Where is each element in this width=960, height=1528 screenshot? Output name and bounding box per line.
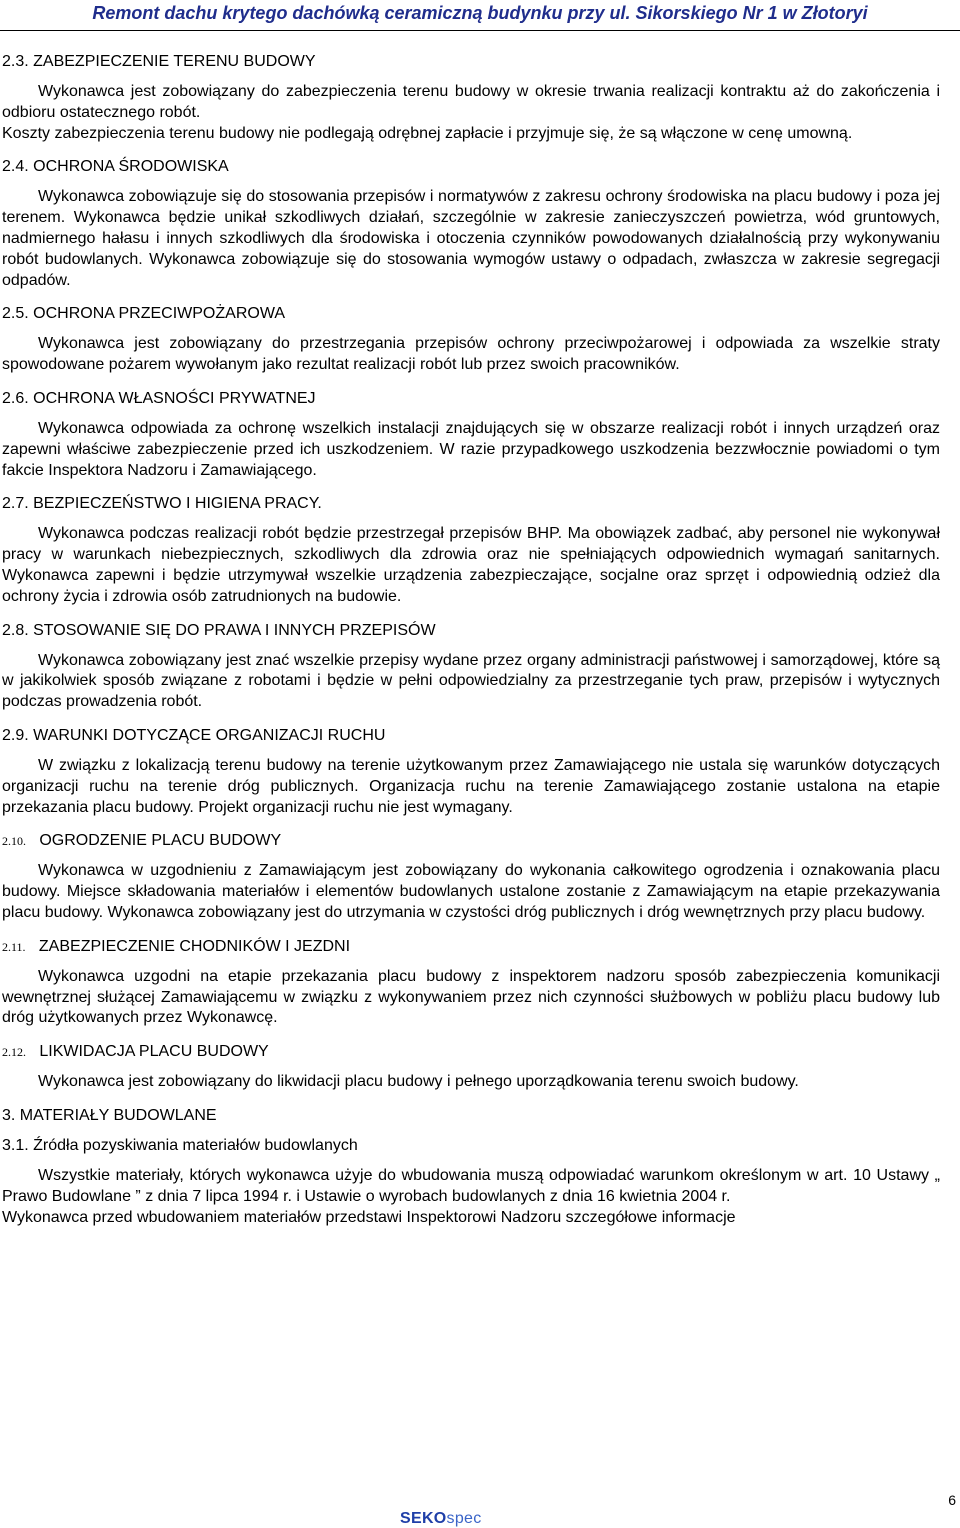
company-logo	[400, 1510, 482, 1528]
page-number: 6	[948, 1492, 956, 1508]
section-2-9	[2, 726, 940, 818]
section-heading: 2.5. OCHRONA PRZECIWPOŻAROWA	[2, 305, 285, 323]
section-heading: 2.3. ZABEZPIECZENIE TERENU BUDOWY	[2, 53, 316, 70]
paragraph: W związku z lokalizacją terenu budowy na terenie użytkowanym przez Zamawiającego nie ustala się warunków dotyczących organizacji ruchu na terenie dróg publicznych. Organizacja ruchu na terenie Zamawiającego zostanie ustalona na etapie przekazania placu budowy. Projekt organizacji ruchu nie jest wymagany.	[2, 756, 940, 816]
paragraph: Wykonawca zobowiązany jest znać wszelkie przepisy wydane przez organy administracji państwowej i samorządowej, które są w jakikolwiek sposób związane z robotami i będzie w pełni odpowiedzialny za przestrzeganie tych praw, przepisów i wytycznych podczas prowadzenia robót.	[2, 651, 940, 711]
section-2-4	[2, 157, 940, 291]
paragraph: Wykonawca odpowiada za ochronę wszelkich instalacji znajdujących się w obszarze realizacji robót i innych urządzeń oraz zapewni właściwe zabezpieczenie przed ich uszkodzeniem. W razie przypadkowego uszkodzenia bezzwłocznie powiadomi o tym fakcie Inspektora Nadzoru i Zamawiającego.	[2, 419, 940, 479]
paragraph: Wykonawca w uzgodnieniu z Zamawiającym jest zobowiązany do wykonania całkowitego ogrodzenia i oznakowania placu budowy. Miejsce składowania materiałów i elementów budowlanych ustalone zostanie z Zamawiającym na etapie przekazywania placu budowy. Wykonawca zobowiązany jest do utrzymania w czystości dróg publicznych i dróg wewnętrznych przy placu budowy.	[2, 862, 940, 921]
paragraph: Koszty zabezpieczenia terenu budowy nie podlegają odrębnej zapłacie i przyjmuje się, że są włączone w cenę umowną.	[2, 124, 853, 142]
section-heading: 2.7. BEZPIECZEŃSTWO I HIGIENA PRACY.	[2, 495, 322, 513]
section-heading	[2, 1042, 940, 1062]
section-heading: 3.1. Źródła pozyskiwania materiałów budowlanych	[2, 1136, 358, 1154]
section-3-1	[2, 1136, 940, 1228]
section-heading: 3. MATERIAŁY BUDOWLANE	[2, 1106, 217, 1124]
section-title: OGRODZENIE PLACU BUDOWY	[39, 832, 282, 850]
section-heading	[2, 831, 940, 851]
section-2-7	[2, 494, 940, 607]
section-3	[2, 1106, 940, 1126]
section-heading	[2, 937, 940, 957]
section-2-8	[2, 621, 940, 713]
document-body	[2, 52, 940, 1228]
section-title: LIKWIDACJA PLACU BUDOWY	[39, 1043, 269, 1061]
logo-text-light: spec	[446, 1510, 482, 1527]
section-2-12	[2, 1042, 940, 1093]
section-number: 2.11.	[2, 939, 26, 954]
section-heading: 2.4. OCHRONA ŚRODOWISKA	[2, 158, 229, 176]
paragraph: Wykonawca jest zobowiązany do likwidacji placu budowy i pełnego uporządkowania terenu swoich budowy.	[38, 1073, 799, 1091]
logo-text-bold: SEKO	[400, 1510, 447, 1527]
running-header	[0, 0, 960, 31]
paragraph: Wszystkie materiały, których wykonawca użyje do wbudowania muszą odpowiadać warunkom określonym w art. 10 Ustawy „ Prawo Budowlane ” z dnia 7 lipca 1994 r. i Ustawie o wyrobach budowlanych z dnia 16 kwietnia 2004 r.	[2, 1166, 940, 1205]
section-2-11	[2, 937, 940, 1029]
section-heading: 2.9. WARUNKI DOTYCZĄCE ORGANIZACJI RUCHU	[2, 726, 386, 744]
document-title: Remont dachu krytego dachówką ceramiczną budynku przy ul. Sikorskiego Nr 1 w Złotoryi	[92, 3, 868, 23]
section-2-5	[2, 304, 940, 376]
section-heading: 2.6. OCHRONA WŁASNOŚCI PRYWATNEJ	[2, 389, 316, 407]
section-title: ZABEZPIECZENIE CHODNIKÓW I JEZDNI	[38, 937, 351, 955]
section-number: 2.12.	[2, 1045, 26, 1060]
paragraph: Wykonawca jest zobowiązany do zabezpieczenia terenu budowy w okresie trwania realizacji kontraktu aż do zakończenia i odbioru ostatecznego robót.	[2, 83, 940, 121]
section-2-6	[2, 389, 940, 481]
section-2-3	[2, 52, 940, 144]
paragraph: Wykonawca zobowiązuje się do stosowania przepisów i normatywów z zakresu ochrony środowiska na placu budowy i poza jej terenem. Wykonawca będzie unikał szkodliwych działań, szczególnie w zakresie zanieczyszczeń powietrza, wód gruntowych, nadmiernego hałasu i innych szkodliwych dla środowiska i otoczenia czynników powodowanych działalnością przy wykonywaniu robót budowlanych. Wykonawca zobowiązuje się do stosowania wymogów ustawy o odpadach, zwłaszcza w zakresie segregacji odpadów.	[2, 188, 940, 289]
paragraph: Wykonawca jest zobowiązany do przestrzegania przepisów ochrony przeciwpożarowej i odpowiada za wszelkie straty spowodowane pożarem wywołanym jako rezultat realizacji robót lub przez swoich pracowników.	[2, 335, 940, 374]
paragraph: Wykonawca uzgodni na etapie przekazania placu budowy z inspektorem nadzoru sposób zabezpieczenia komunikacji wewnętrznej służącej Zamawiającemu w związku z wykonywaniem przez nich czynności służbowych w pobliżu placu budowy lub dróg użytkowanych przez Wykonawcę.	[2, 967, 940, 1027]
section-2-10	[2, 831, 940, 923]
paragraph: Wykonawca podczas realizacji robót będzie przestrzegał przepisów BHP. Ma obowiązek zadbać, aby personel nie wykonywał pracy w warunkach niebezpiecznych, szkodliwych dla zdrowia oraz nie spełniających odpowiednich wymagań sanitarnych. Wykonawca zapewni i będzie utrzymywał wszelkie urządzenia zabezpieczające, socjalne oraz sprzęt i odpowiednią odzież dla ochrony życia i zdrowia osób zatrudnionych na budowie.	[2, 525, 940, 605]
section-number: 2.10.	[2, 834, 26, 849]
paragraph: Wykonawca przed wbudowaniem materiałów przedstawi Inspektorowi Nadzoru szczegółowe informacje	[2, 1208, 736, 1226]
section-heading: 2.8. STOSOWANIE SIĘ DO PRAWA I INNYCH PRZEPISÓW	[2, 621, 436, 639]
